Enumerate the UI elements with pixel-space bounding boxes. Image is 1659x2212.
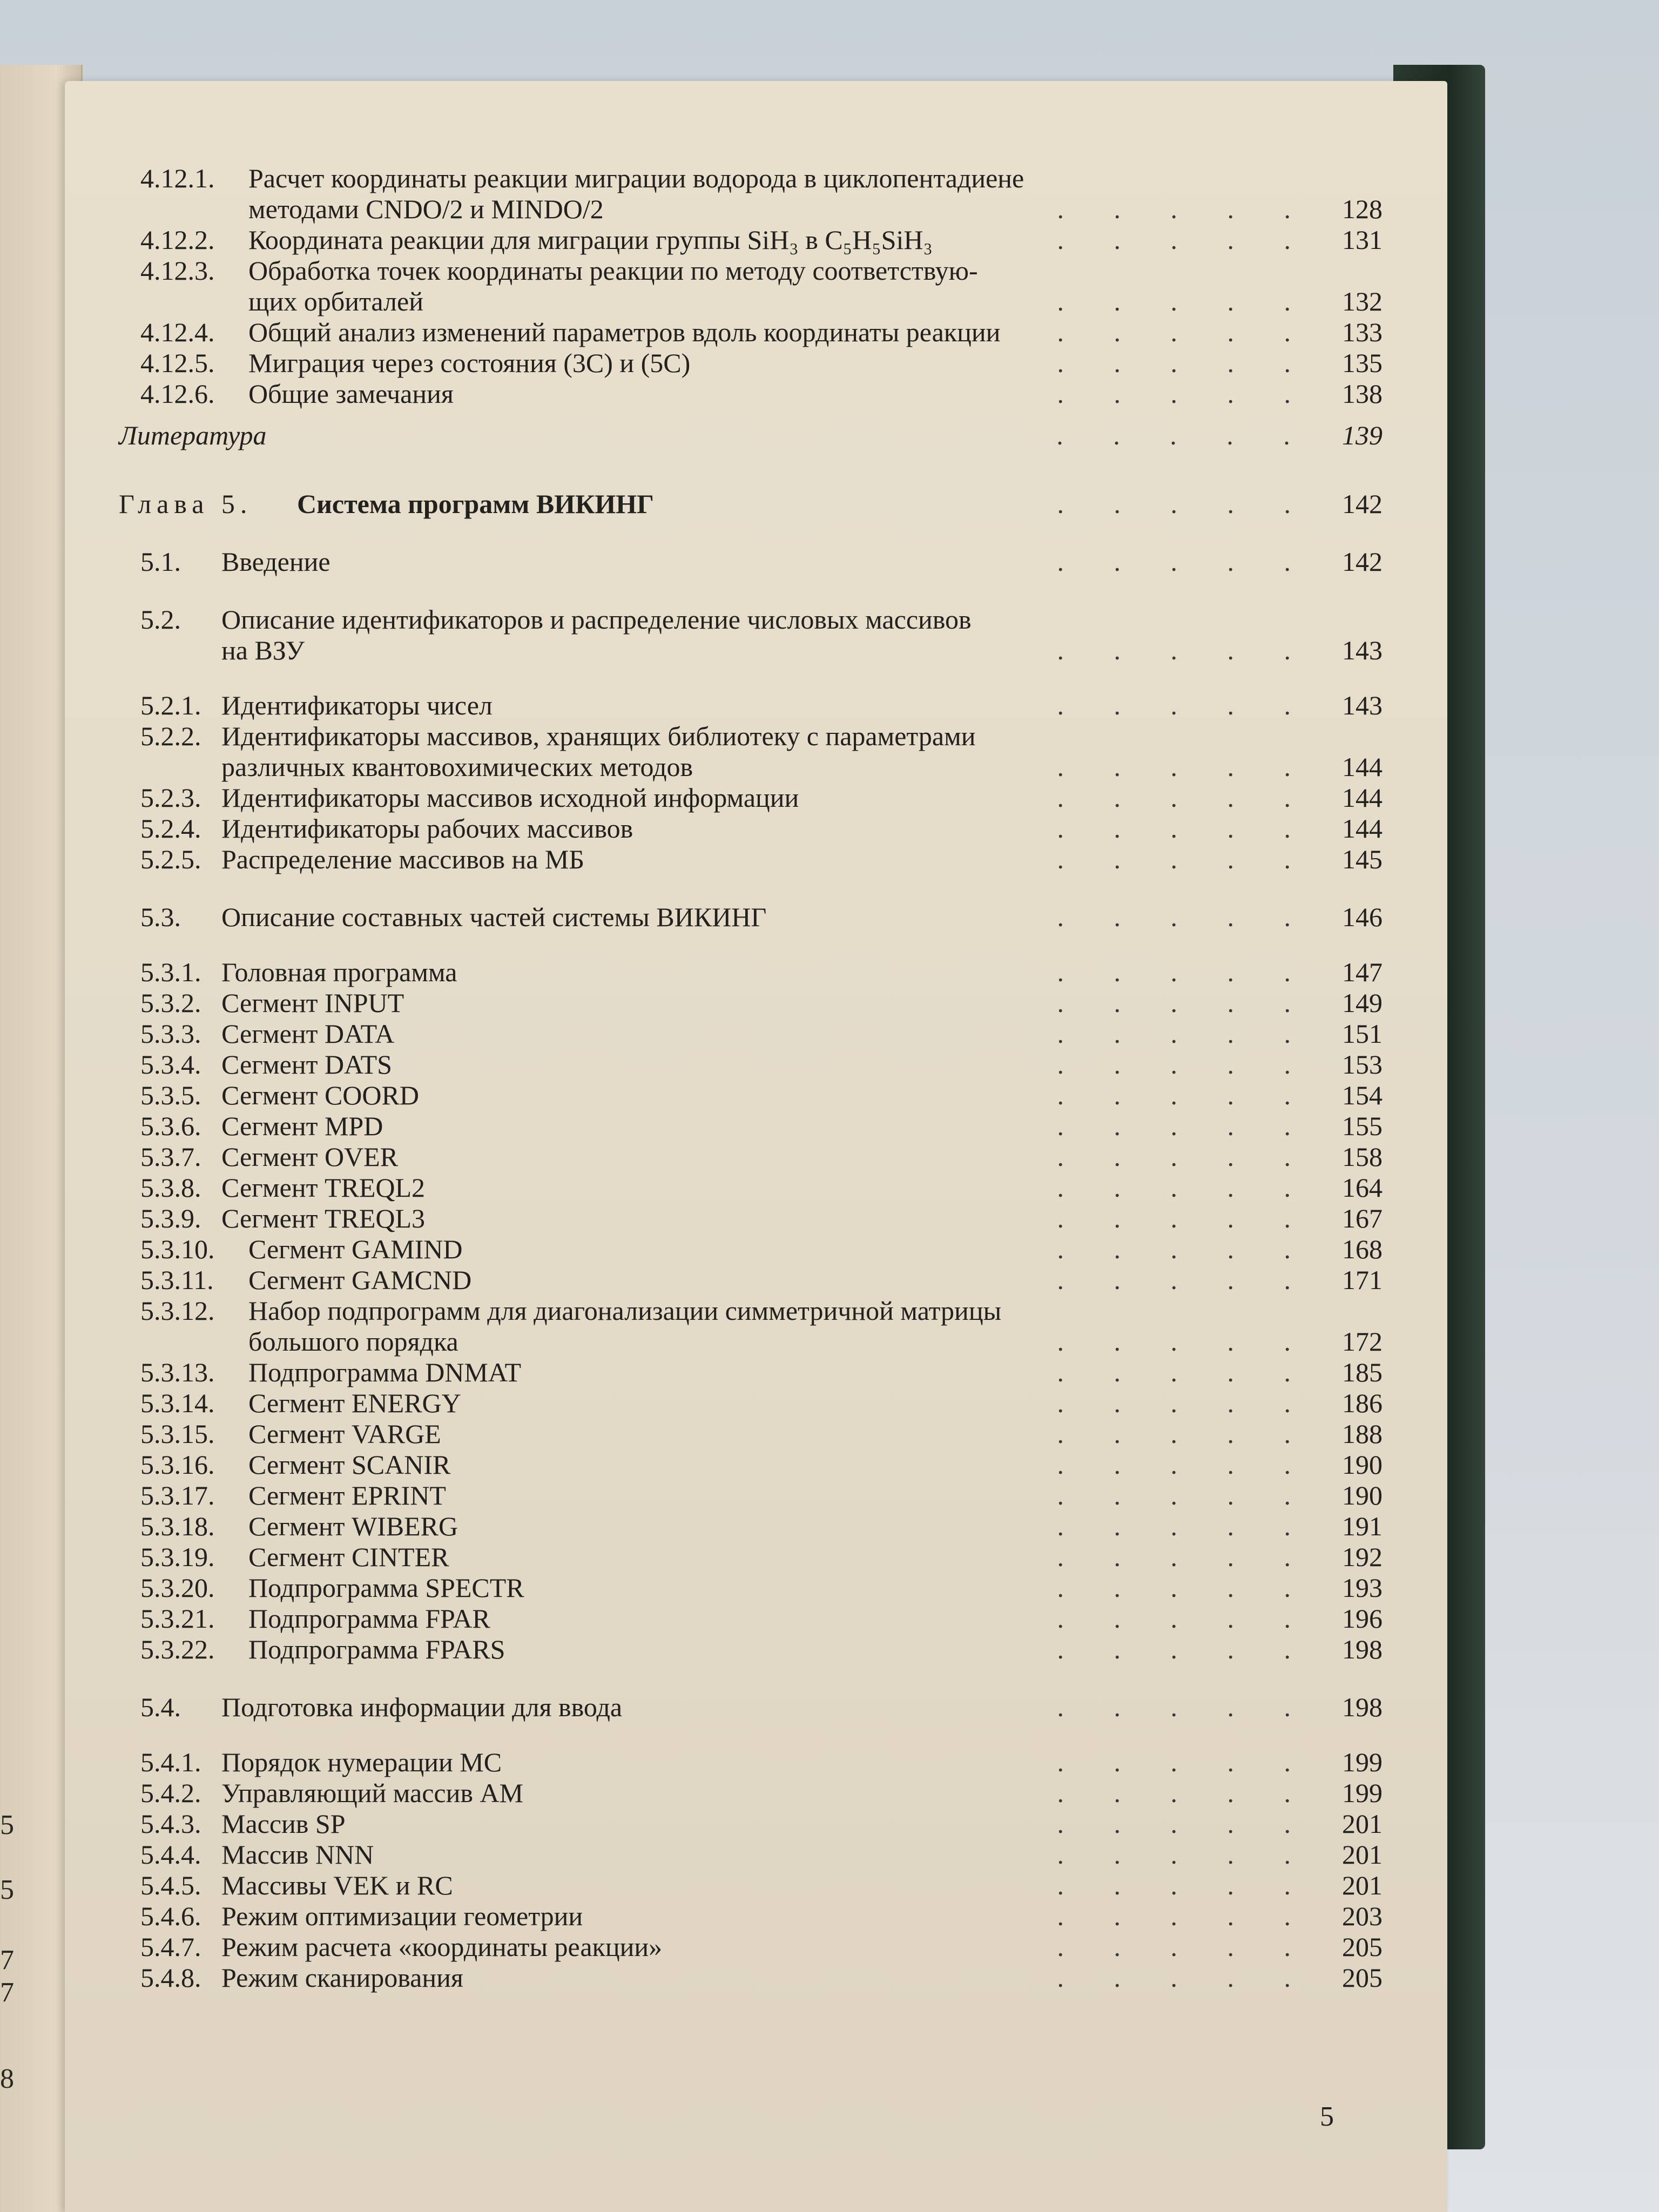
toc-entry-page: 203 (1342, 1901, 1382, 1931)
toc-entry-title: Идентификаторы чисел (221, 690, 493, 720)
toc-entry-title: Подпрограмма FPARS (248, 1634, 505, 1664)
toc-entry-number: 5.4.6. (140, 1901, 201, 1931)
leader-dots: . . . . . (1057, 752, 1312, 782)
toc-entry-page: 201 (1342, 1839, 1382, 1870)
toc-entry (119, 1602, 1393, 1633)
leader-dots: . . . . . (1057, 1692, 1312, 1722)
toc-entry-number: 5.2.4. (140, 813, 201, 844)
toc-entry (119, 956, 1393, 987)
toc-entry (119, 1079, 1393, 1110)
toc-entry-number: 5.2.5. (140, 844, 201, 874)
toc-entry-title: Режим расчета «координаты реакции» (221, 1932, 663, 1962)
toc-entry-page: 154 (1342, 1080, 1382, 1110)
leader-dots: . . . . . (1057, 1573, 1312, 1603)
toc-entry-page: 128 (1342, 194, 1382, 224)
toc-entry-number: 5.4.7. (140, 1932, 201, 1962)
toc-entry-page: 158 (1342, 1142, 1382, 1172)
leader-dots: . . . . . (1057, 902, 1312, 932)
leader-dots: . . . . . (1057, 379, 1312, 409)
toc-entry-title: Миграция через состояния (3С) и (5С) (248, 348, 691, 378)
toc-entry-number: 5.3.21. (140, 1603, 215, 1634)
toc-entry-number: 5.3.14. (140, 1388, 215, 1418)
leader-dots: . . . . . (1057, 844, 1312, 874)
toc-entry (119, 1171, 1393, 1202)
leader-dots: . . . . . (1057, 635, 1312, 665)
leader-dots: . . . . . (1057, 1778, 1312, 1808)
toc-entry (119, 1264, 1393, 1294)
toc-entry (119, 1202, 1393, 1233)
toc-entry-title: Сегмент GAMIND (248, 1234, 463, 1264)
toc-entry-page: 132 (1342, 286, 1382, 316)
leader-dots: . . . . . (1057, 1203, 1312, 1233)
toc-entry (119, 1900, 1393, 1931)
toc-entry-page: 151 (1342, 1019, 1382, 1049)
toc-entry-title: Головная программа (221, 957, 457, 987)
toc-entry (119, 843, 1393, 874)
toc-entry-page: 192 (1342, 1542, 1382, 1572)
toc-entry (119, 1110, 1393, 1141)
toc-entry-page: 191 (1342, 1511, 1382, 1541)
toc-entry-page: 143 (1342, 690, 1382, 720)
toc-entry-number: 5.4.8. (140, 1963, 201, 1993)
toc-entry (119, 781, 1393, 812)
leader-dots: . . . . . (1057, 1870, 1312, 1900)
toc-entry-number: 5.4.1. (140, 1747, 201, 1777)
leader-dots: . . . . . (1057, 1603, 1312, 1634)
toc-entry-title: Подпрограмма FPAR (248, 1603, 490, 1634)
toc-entry-page: 190 (1342, 1449, 1382, 1480)
toc-entry-title: Общий анализ изменений параметров вдоль координаты реакции (248, 317, 1001, 347)
leader-dots: . . . . . (1057, 1511, 1312, 1541)
toc-entry-title-continued: большого порядка (248, 1326, 458, 1357)
leader-dots: . . . . . (1057, 988, 1312, 1018)
toc-entry-number: 5.3.20. (140, 1573, 215, 1603)
toc-entry (119, 1838, 1393, 1869)
toc-entry-page: 135 (1342, 348, 1382, 378)
toc-entry-title: Сегмент DATA (221, 1019, 395, 1049)
toc-entry-title: Введение (221, 547, 331, 577)
toc-entry-page: 198 (1342, 1692, 1382, 1722)
toc-entry-title: Идентификаторы рабочих массивов (221, 813, 633, 844)
leader-dots: . . . . . (1057, 1932, 1312, 1962)
toc-entry-number: 5.2. (140, 604, 181, 635)
toc-entry (119, 1691, 1393, 1722)
toc-entry (119, 689, 1393, 720)
toc-entry-number: 5.1. (140, 547, 181, 577)
toc-entry-page: 133 (1342, 317, 1382, 347)
toc-entry-page: 144 (1342, 752, 1382, 782)
toc-entry (119, 901, 1393, 932)
toc-entry-number: 5.3.5. (140, 1080, 201, 1110)
toc-entry-number: 4.12.2. (140, 225, 215, 255)
left-page-number: 7 (0, 1977, 14, 2008)
toc-entry (119, 488, 1393, 518)
leader-dots: . . . . . (1057, 547, 1312, 577)
toc-entry-page: 144 (1342, 783, 1382, 813)
toc-entry-title-continued: различных квантовохимических методов (221, 752, 693, 782)
toc-entry-number: 4.12.6. (140, 379, 215, 409)
toc-entry-title: Порядок нумерации МС (221, 1747, 502, 1777)
toc-entry (119, 1777, 1393, 1808)
toc-entry-title: Подпрограмма DNMAT (248, 1357, 521, 1387)
left-page-number: 5 (0, 1874, 14, 1905)
toc-entry (119, 1017, 1393, 1048)
toc-entry (119, 1448, 1393, 1479)
toc-entry (119, 603, 1393, 665)
toc-entry (119, 347, 1393, 377)
toc-entry (119, 812, 1393, 843)
toc-entry (119, 224, 1393, 254)
toc-entry-number: 5.4.5. (140, 1870, 201, 1900)
toc-entry-title: Сегмент OVER (221, 1142, 399, 1172)
toc-entry-page: 172 (1342, 1326, 1382, 1357)
leader-dots: . . . . . (1057, 1265, 1312, 1295)
toc-entry-title: Описание идентификаторов и распределение числовых массивов (221, 604, 972, 635)
toc-entry (119, 1294, 1393, 1356)
leader-dots: . . . . . (1057, 225, 1312, 255)
leader-dots: . . . . . (1057, 690, 1312, 720)
toc-entry-number: 5.3.2. (140, 988, 201, 1018)
toc-entry-title: Обработка точек координаты реакции по методу соответствую- (248, 255, 978, 286)
toc-entry-page: 164 (1342, 1172, 1382, 1203)
toc-entry-page: 196 (1342, 1603, 1382, 1634)
toc-entry-page: 138 (1342, 379, 1382, 409)
toc-entry (119, 316, 1393, 347)
toc-entry (119, 162, 1393, 224)
toc-entry-title: Режим оптимизации геометрии (221, 1901, 583, 1931)
toc-entry (119, 1931, 1393, 1961)
toc-entry-page: 155 (1342, 1111, 1382, 1141)
toc-entry-title: Сегмент COORD (221, 1080, 419, 1110)
toc-entry-title: Сегмент WIBERG (248, 1511, 458, 1541)
leader-dots: . . . . . (1057, 194, 1312, 224)
toc-entry (119, 1418, 1393, 1448)
leader-dots: . . . . . (1057, 1019, 1312, 1049)
toc-entry-page: 201 (1342, 1809, 1382, 1839)
toc-entry-title: Идентификаторы массивов исходной информации (221, 783, 799, 813)
toc-entry (119, 987, 1393, 1017)
toc-entry-title: Описание составных частей системы ВИКИНГ (221, 902, 767, 932)
toc-entry-number: 5.2.2. (140, 721, 201, 751)
toc-entry-page: 193 (1342, 1573, 1382, 1603)
leader-dots: . . . . . (1057, 286, 1312, 316)
toc-entry-number: 5.2.3. (140, 783, 201, 813)
toc-entry-page: 171 (1342, 1265, 1382, 1295)
toc-entry-number: 5.3.4. (140, 1049, 201, 1080)
toc-entry-number: 5.3.12. (140, 1296, 215, 1326)
toc-entry-title: Сегмент CINTER (248, 1542, 449, 1572)
toc-entry (119, 1633, 1393, 1664)
toc-entry-number: 5.3.8. (140, 1172, 201, 1203)
left-page-number: 8 (0, 2063, 14, 2094)
leader-dots: . . . . . (1057, 783, 1312, 813)
toc-entry-number: 4.12.1. (140, 163, 215, 193)
toc-entry-page: 139 (1342, 420, 1382, 450)
leader-dots: . . . . . (1057, 317, 1312, 347)
toc-entry (119, 1479, 1393, 1510)
toc-entry (119, 1510, 1393, 1541)
toc-entry-page: 144 (1342, 813, 1382, 844)
toc-entry (119, 1808, 1393, 1838)
leader-dots: . . . . . (1057, 1542, 1312, 1572)
leader-dots: . . . . . (1057, 1419, 1312, 1449)
toc-entry-number: 5.3.13. (140, 1357, 215, 1387)
toc-entry-title: Массивы VEK и RC (221, 1870, 453, 1900)
leader-dots: . . . . . (1057, 1142, 1312, 1172)
leader-dots: . . . . . (1057, 957, 1312, 987)
toc-entry-page: 142 (1342, 547, 1382, 577)
toc-entry-page: 149 (1342, 988, 1382, 1018)
toc-entry-page: 143 (1342, 635, 1382, 665)
leader-dots: . . . . . (1057, 1080, 1312, 1110)
left-page-number: 7 (0, 1945, 14, 1975)
toc-entry-number: 5.4.4. (140, 1839, 201, 1870)
toc-entry-title: Сегмент ENERGY (248, 1388, 461, 1418)
toc-entry-title-continued: методами CNDO/2 и MINDO/2 (248, 194, 604, 224)
toc-entry-title: Литература (119, 420, 267, 450)
toc-entry-page: 146 (1342, 902, 1382, 932)
toc-entry (119, 1048, 1393, 1079)
toc-entry-number: 5.3. (140, 902, 181, 932)
left-page-number: 5 (0, 1810, 14, 1840)
toc-entry (119, 1141, 1393, 1171)
toc-entry-number: 5.3.10. (140, 1234, 215, 1264)
leader-dots: . . . . . (1057, 420, 1312, 450)
toc-entry (119, 254, 1393, 316)
leader-dots: . . . . . (1057, 1809, 1312, 1839)
leader-dots: . . . . . (1057, 1963, 1312, 1993)
leader-dots: . . . . . (1057, 1480, 1312, 1510)
toc-entry-title: Сегмент TREQL3 (221, 1203, 426, 1233)
leader-dots: . . . . . (1057, 1901, 1312, 1931)
page-number: 5 (1320, 2101, 1334, 2132)
toc-entry-title: Подпрограмма SPECTR (248, 1573, 524, 1603)
toc-entry (119, 1869, 1393, 1900)
toc-entry-title: Сегмент MPD (221, 1111, 383, 1141)
leader-dots: . . . . . (1057, 1449, 1312, 1480)
toc-entry-page: 185 (1342, 1357, 1382, 1387)
toc-entry-page: 142 (1342, 489, 1382, 519)
leader-dots: . . . . . (1057, 489, 1312, 519)
toc-entry-page: 167 (1342, 1203, 1382, 1233)
toc-entry-number: Глава 5. (119, 489, 253, 519)
toc-entry (119, 1572, 1393, 1602)
leader-dots: . . . . . (1057, 1357, 1312, 1387)
toc-entry-title: Массив SP (221, 1809, 346, 1839)
toc-entry (119, 1746, 1393, 1777)
toc-entry-number: 5.3.22. (140, 1634, 215, 1664)
toc-entry-title: Сегмент TREQL2 (221, 1172, 426, 1203)
book-page (65, 81, 1447, 2212)
leader-dots: . . . . . (1057, 1747, 1312, 1777)
toc-entry-number: 5.4.3. (140, 1809, 201, 1839)
toc-entry-page: 168 (1342, 1234, 1382, 1264)
toc-entry (119, 1356, 1393, 1387)
toc-entry-number: 5.3.3. (140, 1019, 201, 1049)
toc-entry-title: Массив NNN (221, 1839, 374, 1870)
toc-entry-number: 5.4.2. (140, 1778, 201, 1808)
toc-entry-page: 188 (1342, 1419, 1382, 1449)
toc-entry-title: Управляющий массив АМ (221, 1778, 524, 1808)
toc-entry-number: 5.3.17. (140, 1480, 215, 1510)
toc-entry-page: 190 (1342, 1480, 1382, 1510)
leader-dots: . . . . . (1057, 1049, 1312, 1080)
toc-entry (119, 720, 1393, 781)
toc-entry-page: 198 (1342, 1634, 1382, 1664)
toc-entry-page: 147 (1342, 957, 1382, 987)
leader-dots: . . . . . (1057, 813, 1312, 844)
leader-dots: . . . . . (1057, 1234, 1312, 1264)
toc-entry-title: Сегмент DATS (221, 1049, 392, 1080)
toc-entry-title: Расчет координаты реакции миграции водорода в циклопентадиене (248, 163, 1024, 193)
leader-dots: . . . . . (1057, 1326, 1312, 1357)
toc-entry-title-continued: щих орбиталей (248, 286, 423, 316)
toc-entry (119, 1541, 1393, 1572)
toc-entry-number: 5.3.18. (140, 1511, 215, 1541)
toc-entry-title: Общие замечания (248, 379, 454, 409)
toc-entry-number: 4.12.3. (140, 255, 215, 286)
toc-entry-number: 5.3.1. (140, 957, 201, 987)
toc-entry-title: Координата реакции для миграции группы SiH₃ в C₅H₅SiH₃ (248, 225, 933, 255)
toc-entry-title: Система программ ВИКИНГ (297, 489, 654, 519)
leader-dots: . . . . . (1057, 1111, 1312, 1141)
toc-entry-page: 199 (1342, 1778, 1382, 1808)
toc-entry-page: 131 (1342, 225, 1382, 255)
toc-entry-title: Сегмент VARGE (248, 1419, 441, 1449)
toc-entry-title: Распределение массивов на МБ (221, 844, 585, 874)
toc-entry-number: 4.12.4. (140, 317, 215, 347)
toc-entry-title: Сегмент GAMCND (248, 1265, 472, 1295)
toc-entry-number: 5.3.6. (140, 1111, 201, 1141)
toc-entry (119, 419, 1393, 450)
toc-entry-title: Сегмент SCANIR (248, 1449, 451, 1480)
toc-entry (119, 1961, 1393, 1992)
toc-entry-page: 145 (1342, 844, 1382, 874)
toc-entry-title-continued: на ВЗУ (221, 635, 305, 665)
toc-entry-page: 205 (1342, 1963, 1382, 1993)
toc-entry-number: 5.3.16. (140, 1449, 215, 1480)
toc-entry-title: Сегмент INPUT (221, 988, 404, 1018)
toc-entry-title: Режим сканирования (221, 1963, 463, 1993)
toc-entry-page: 205 (1342, 1932, 1382, 1962)
toc-entry (119, 545, 1393, 576)
leader-dots: . . . . . (1057, 348, 1312, 378)
toc-entry-number: 5.4. (140, 1692, 181, 1722)
toc-entry (119, 1233, 1393, 1264)
toc-entry-number: 5.3.7. (140, 1142, 201, 1172)
toc-entry-number: 4.12.5. (140, 348, 215, 378)
toc-entry-title: Идентификаторы массивов, хранящих библиотеку с параметрами (221, 721, 976, 751)
leader-dots: . . . . . (1057, 1172, 1312, 1203)
toc-entry (119, 1387, 1393, 1418)
toc-entry-page: 186 (1342, 1388, 1382, 1418)
toc-entry-number: 5.3.19. (140, 1542, 215, 1572)
toc-entry-page: 153 (1342, 1049, 1382, 1080)
toc-entry-title: Подготовка информации для ввода (221, 1692, 623, 1722)
toc-entry-number: 5.3.9. (140, 1203, 201, 1233)
leader-dots: . . . . . (1057, 1839, 1312, 1870)
toc-entry-title: Набор подпрограмм для диагонализации симметричной матрицы (248, 1296, 1002, 1326)
toc-entry-page: 199 (1342, 1747, 1382, 1777)
leader-dots: . . . . . (1057, 1388, 1312, 1418)
toc-entry-title: Сегмент EPRINT (248, 1480, 446, 1510)
toc-entry-page: 201 (1342, 1870, 1382, 1900)
toc-entry-number: 5.3.11. (140, 1265, 214, 1295)
leader-dots: . . . . . (1057, 1634, 1312, 1664)
toc-entry-number: 5.3.15. (140, 1419, 215, 1449)
toc-entry (119, 377, 1393, 408)
toc-entry-number: 5.2.1. (140, 690, 201, 720)
